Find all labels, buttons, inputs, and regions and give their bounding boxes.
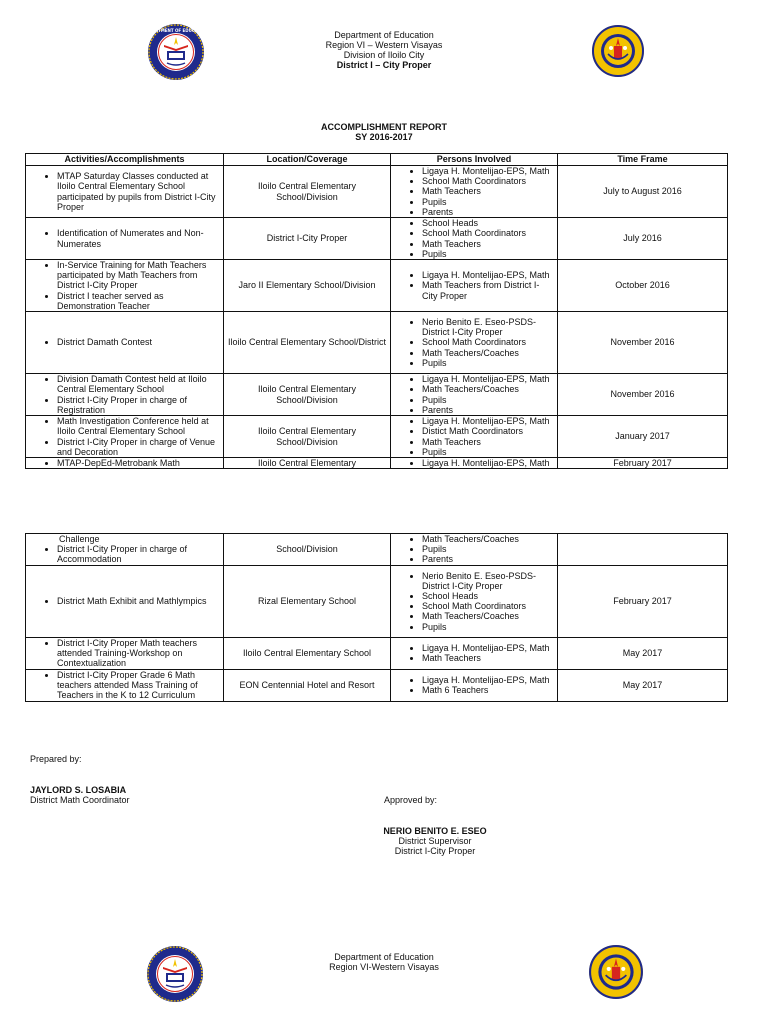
person-item: • Parents [422, 405, 554, 415]
persons-cell [391, 374, 558, 416]
activities-cell [26, 637, 224, 669]
persons-cell [391, 218, 558, 260]
time-cell: May 2017 [558, 637, 728, 669]
division-seal-logo-footer [588, 944, 644, 1000]
activity-item: • Math Investigation Conference held at Iloilo Central Elementary School [57, 416, 220, 436]
table-row [26, 669, 728, 701]
location-cell: Rizal Elementary School [224, 565, 391, 637]
time-cell: May 2017 [558, 669, 728, 701]
time-cell: July to August 2016 [558, 166, 728, 218]
persons-cell [391, 565, 558, 637]
table-row [26, 260, 728, 312]
activity-item: • District I teacher served as Demonstration Teacher [57, 291, 220, 311]
svg-text:DEPARTMENT OF EDUCATION: DEPARTMENT OF EDUCATION [143, 28, 209, 33]
table-row [26, 374, 728, 416]
person-item: • Math Teachers from District I-City Proper [422, 280, 554, 300]
person-item: • Math Teachers [422, 186, 554, 196]
col-header-persons: Persons Involved [391, 154, 558, 166]
location-cell: Iloilo Central Elementary School/Division [224, 374, 391, 416]
person-item: • Nerio Benito E. Eseo-PSDS-District I-City Proper [422, 317, 554, 337]
person-item: • Math Teachers [422, 437, 554, 447]
person-item: • Ligaya H. Montelijao-EPS, Math [422, 416, 554, 426]
person-item: • Pupils [422, 395, 554, 405]
person-item: • Parents [422, 207, 554, 217]
report-title-line: ACCOMPLISHMENT REPORT [321, 122, 447, 132]
table-row [26, 218, 728, 260]
person-item: • Ligaya H. Montelijao-EPS, Math [422, 675, 554, 685]
table-header-row [26, 154, 728, 166]
time-cell: January 2017 [558, 416, 728, 458]
header-block [284, 30, 484, 70]
division-seal-logo [591, 24, 645, 78]
persons-cell [391, 637, 558, 669]
deped-seal-logo-footer [146, 945, 204, 1003]
activities-cell [26, 218, 224, 260]
person-item: • Ligaya H. Montelijao-EPS, Math [422, 270, 554, 280]
report-title [284, 122, 484, 142]
person-item: • Distict Math Coordinators [422, 426, 554, 436]
approved-by-name: NERIO BENITO E. ESEO [383, 826, 487, 836]
location-cell: Iloilo Central Elementary School/Division [224, 416, 391, 458]
persons-cell [391, 416, 558, 458]
col-header-time: Time Frame [558, 154, 728, 166]
activities-cell [26, 534, 224, 566]
col-header-activities: Activities/Accomplishments [26, 154, 224, 166]
person-item: • Math Teachers [422, 239, 554, 249]
person-item: • Parents [422, 554, 554, 564]
footer-line-1: Department of Education [334, 952, 434, 962]
time-cell: February 2017 [558, 565, 728, 637]
header-line-4: District I – City Proper [336, 60, 432, 70]
person-item: • School Math Coordinators [422, 337, 554, 347]
accomplishment-table-page2 [25, 533, 728, 702]
activity-item: • District I-City Proper in charge of Venue and Decoration [57, 437, 220, 457]
person-item: • Ligaya H. Montelijao-EPS, Math [422, 166, 554, 176]
table-row [26, 416, 728, 458]
person-item: • Ligaya H. Montelijao-EPS, Math [422, 643, 554, 653]
activity-item: • District I-City Proper Grade 6 Math teachers attended Mass Training of Teachers in the K to 12 Curriculum [57, 670, 220, 701]
activity-item: • Identification of Numerates and Non-Numerates [57, 228, 220, 248]
table-row [26, 637, 728, 669]
table-row [26, 312, 728, 374]
report-sy-line: SY 2016-2017 [355, 132, 413, 142]
activity-item: • In-Service Training for Math Teachers participated by Math Teachers from District I-City Proper [57, 260, 220, 291]
col-header-location: Location/Coverage [224, 154, 391, 166]
time-cell [558, 534, 728, 566]
person-item: • School Heads [422, 218, 554, 228]
time-cell: November 2016 [558, 374, 728, 416]
approved-by-title-2: District I-City Proper [394, 846, 476, 856]
persons-cell [391, 458, 558, 469]
prepared-by-label: Prepared by: [30, 754, 82, 764]
person-item: • Nerio Benito E. Eseo-PSDS-District I-City Proper [422, 571, 554, 591]
person-item: • Ligaya H. Montelijao-EPS, Math [422, 374, 554, 384]
activity-item: • District I-City Proper Math teachers attended Training-Workshop on Contextualization [57, 638, 220, 669]
activities-cell [26, 458, 224, 469]
header-line-3: Division of Iloilo City [343, 50, 425, 60]
time-cell: October 2016 [558, 260, 728, 312]
activity-item: • MTAP Saturday Classes conducted at Iloilo Central Elementary School participated by pupils from District I-City Proper [57, 171, 220, 212]
person-item: • Pupils [422, 249, 554, 259]
location-cell: Iloilo Central Elementary [224, 458, 391, 469]
person-item: • Math Teachers/Coaches [422, 384, 554, 394]
activity-item: • District Damath Contest [57, 337, 220, 347]
activity-item: • Division Damath Contest held at Iloilo Central Elementary School [57, 374, 220, 394]
activity-item: • District I-City Proper in charge of Registration [57, 395, 220, 415]
person-item: • Pupils [422, 358, 554, 368]
prepared-by-name: JAYLORD S. LOSABIA [30, 785, 127, 795]
activities-cell [26, 374, 224, 416]
person-item: • Math Teachers/Coaches [422, 348, 554, 358]
person-item: • Pupils [422, 544, 554, 554]
person-item: • Pupils [422, 622, 554, 632]
deped-seal-logo [143, 23, 209, 81]
table-row [26, 166, 728, 218]
activity-item: • MTAP-DepEd-Metrobank Math [57, 458, 220, 468]
location-cell: Jaro II Elementary School/Division [224, 260, 391, 312]
persons-cell [391, 260, 558, 312]
person-item: • Pupils [422, 197, 554, 207]
persons-cell [391, 166, 558, 218]
person-item: • Math 6 Teachers [422, 685, 554, 695]
activity-item: • District Math Exhibit and Mathlympics [57, 596, 220, 606]
person-item: • School Math Coordinators [422, 228, 554, 238]
person-item: • School Math Coordinators [422, 601, 554, 611]
activity-continuation: Challenge [59, 534, 100, 544]
time-cell: July 2016 [558, 218, 728, 260]
person-item: • Pupils [422, 447, 554, 457]
activities-cell [26, 669, 224, 701]
activities-cell [26, 416, 224, 458]
table-row [26, 534, 728, 566]
prepared-by-title: District Math Coordinator [30, 795, 130, 805]
location-cell: Iloilo Central Elementary School [224, 637, 391, 669]
header-line-1: Department of Education [334, 30, 434, 40]
location-cell: School/Division [224, 534, 391, 566]
person-item: • Math Teachers/Coaches [422, 534, 554, 544]
location-cell: Iloilo Central Elementary School/Division [224, 166, 391, 218]
persons-cell [391, 312, 558, 374]
table-row [26, 565, 728, 637]
person-item: • Math Teachers/Coaches [422, 611, 554, 621]
activities-cell [26, 260, 224, 312]
activities-cell [26, 312, 224, 374]
location-cell: EON Centennial Hotel and Resort [224, 669, 391, 701]
approved-by-label: Approved by: [384, 795, 438, 805]
person-item: • Ligaya H. Montelijao-EPS, Math [422, 458, 554, 468]
approved-by-title-1: District Supervisor [398, 836, 472, 846]
footer-block [284, 952, 484, 972]
header-line-2: Region VI – Western Visayas [325, 40, 443, 50]
approved-by-block [370, 826, 500, 856]
person-item: • Math Teachers [422, 653, 554, 663]
persons-cell [391, 669, 558, 701]
time-cell: February 2017 [558, 458, 728, 469]
activity-item: • District I-City Proper in charge of Accommodation [57, 544, 220, 564]
accomplishment-table-page1 [25, 153, 728, 469]
footer-line-2: Region VI-Western Visayas [329, 962, 439, 972]
activities-cell [26, 565, 224, 637]
person-item: • School Heads [422, 591, 554, 601]
person-item: • School Math Coordinators [422, 176, 554, 186]
location-cell: District I-City Proper [224, 218, 391, 260]
table-row [26, 458, 728, 469]
time-cell: November 2016 [558, 312, 728, 374]
activities-cell [26, 166, 224, 218]
persons-cell [391, 534, 558, 566]
location-cell: Iloilo Central Elementary School/District [224, 312, 391, 374]
